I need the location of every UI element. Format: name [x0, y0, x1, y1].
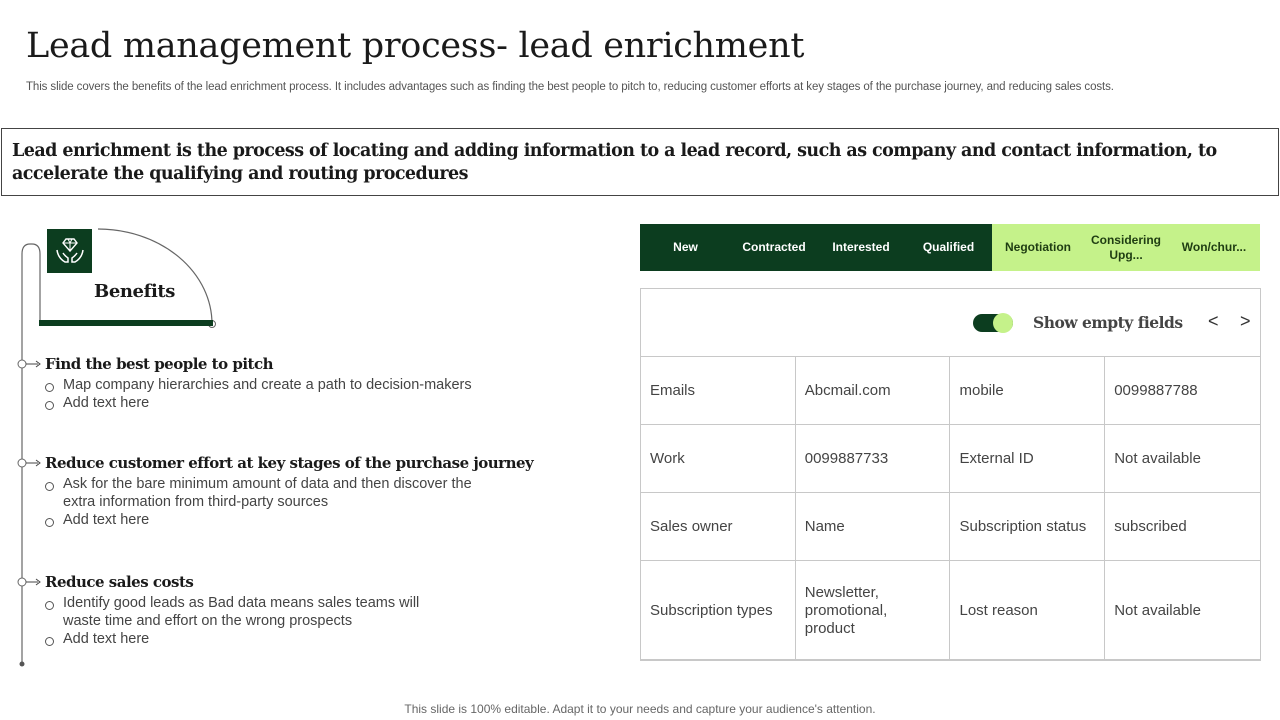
benefit-bullet: Add text here: [45, 394, 515, 412]
stage-new[interactable]: New: [640, 224, 731, 271]
lead-record-card: [640, 288, 1261, 660]
field-label: Sales owner: [641, 493, 796, 561]
stage-considering-upgrade[interactable]: Considering Upg...: [1084, 224, 1168, 271]
record-card-header: [641, 289, 1260, 356]
chevron-right-icon[interactable]: >: [1240, 311, 1251, 331]
timeline-node-1: [18, 360, 40, 368]
show-empty-fields-label: Show empty fields: [1033, 313, 1183, 332]
benefits-underline-bar: [39, 320, 213, 326]
benefit-section-3: [45, 573, 515, 648]
stage-won-churned[interactable]: Won/chur...: [1168, 224, 1260, 271]
field-label: mobile: [950, 357, 1105, 425]
definition-text: Lead enrichment is the process of locating and adding information to a lead record, such as company and contact information, to accelerate the qualifying and routing procedures: [12, 141, 1217, 184]
field-value[interactable]: Not available: [1105, 561, 1261, 661]
hands-diamond-icon: [54, 235, 86, 267]
benefit-section-1: [45, 355, 515, 412]
field-value[interactable]: 0099887788: [1105, 357, 1261, 425]
table-row: [641, 425, 1261, 493]
table-row: [641, 561, 1261, 661]
benefit-heading: Reduce sales costs: [45, 573, 194, 591]
benefits-icon-tile: [47, 229, 92, 273]
benefit-heading: Reduce customer effort at key stages of the purchase journey: [45, 454, 534, 472]
field-value[interactable]: Newsletter, promotional, product: [795, 561, 950, 661]
benefit-bullet: Identify good leads as Bad data means sales teams will waste time and effort on the wrong prospects: [45, 594, 445, 630]
table-row: [641, 493, 1261, 561]
timeline-node-2: [18, 459, 40, 467]
table-row: [641, 357, 1261, 425]
stage-contracted[interactable]: Contracted: [731, 224, 817, 271]
benefit-section-2: [45, 454, 534, 529]
field-label: Emails: [641, 357, 796, 425]
field-value[interactable]: Name: [795, 493, 950, 561]
benefit-bullet: Map company hierarchies and create a path to decision-makers: [45, 376, 515, 394]
field-value[interactable]: Not available: [1105, 425, 1261, 493]
benefit-bullet: Add text here: [45, 511, 515, 529]
benefits-heading: Benefits: [94, 281, 176, 302]
field-label: External ID: [950, 425, 1105, 493]
field-label: Lost reason: [950, 561, 1105, 661]
stage-qualified[interactable]: Qualified: [905, 224, 992, 271]
benefit-bullet: Ask for the bare minimum amount of data and then discover the extra information from third-party sources: [45, 475, 495, 511]
field-label: Work: [641, 425, 796, 493]
footer-note: This slide is 100% editable. Adapt it to your needs and capture your audience's attention.: [404, 702, 876, 716]
timeline-node-3: [18, 578, 40, 586]
page-subtitle: This slide covers the benefits of the lead enrichment process. It includes advantages such as finding the best people to pitch to, reducing customer efforts at key stages of the purchase journey, and reducing sales costs.: [26, 81, 1114, 93]
definition-box: [1, 128, 1279, 196]
stage-interested[interactable]: Interested: [817, 224, 905, 271]
field-label: Subscription status: [950, 493, 1105, 561]
field-value[interactable]: Abcmail.com: [795, 357, 950, 425]
page-title: Lead management process- lead enrichment: [26, 26, 805, 66]
stage-negotiation[interactable]: Negotiation: [992, 224, 1084, 271]
benefit-heading: Find the best people to pitch: [45, 355, 273, 373]
field-label: Subscription types: [641, 561, 796, 661]
field-value[interactable]: 0099887733: [795, 425, 950, 493]
record-fields-table: [640, 356, 1261, 661]
chevron-left-icon[interactable]: <: [1208, 311, 1219, 331]
field-value[interactable]: subscribed: [1105, 493, 1261, 561]
show-empty-fields-toggle[interactable]: [973, 314, 1013, 332]
pipeline-stages: [640, 224, 1260, 271]
benefit-bullet: Add text here: [45, 630, 515, 648]
